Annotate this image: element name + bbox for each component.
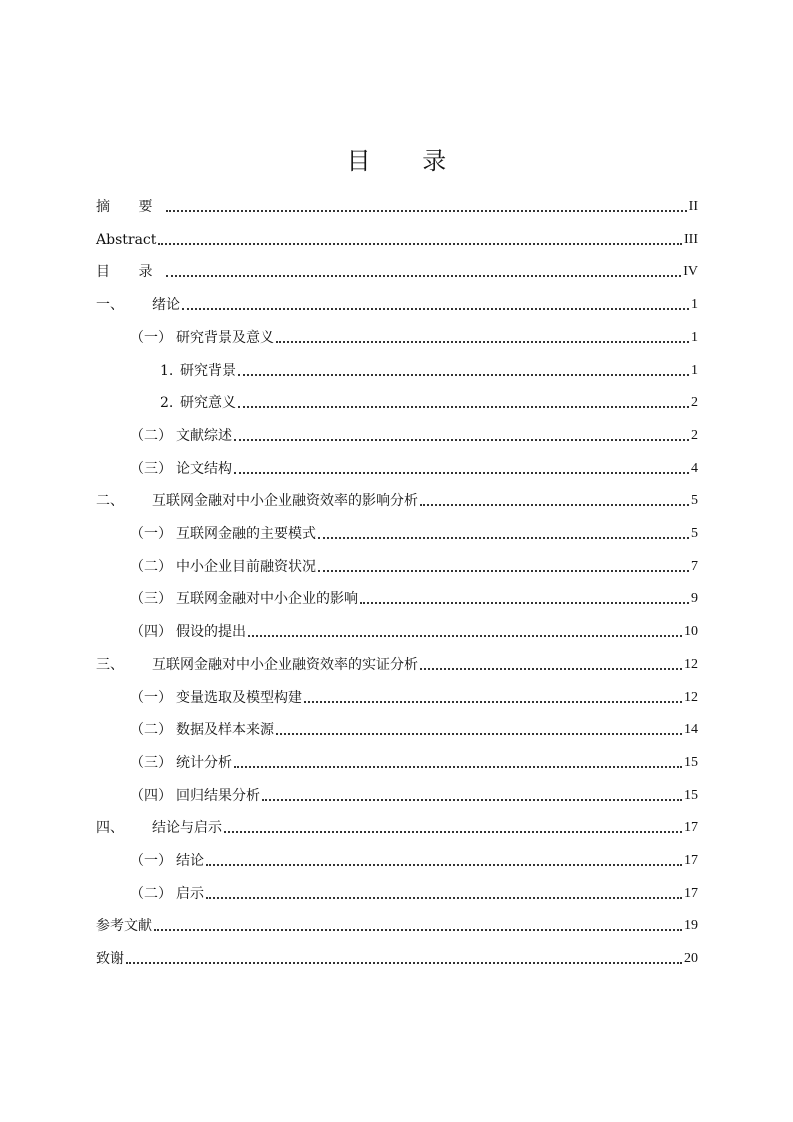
toc-entry-label: 回归结果分析 [176, 788, 260, 804]
toc-entry-number: （三） [130, 461, 172, 477]
toc-entry-label: 互联网金融的主要模式 [176, 526, 316, 542]
toc-entry-leader [262, 798, 682, 801]
toc-entry-number: （一） [130, 853, 172, 869]
toc-entry-label: 启示 [176, 886, 204, 902]
toc-entry[interactable] [130, 685, 698, 707]
toc-entry-label: 假设的提出 [176, 624, 246, 640]
toc-entry-label: 摘 要 [96, 199, 165, 215]
toc-entry-page: 1 [691, 330, 698, 345]
toc-entry-page: 17 [684, 853, 698, 868]
toc-entry-number: （二） [130, 559, 172, 575]
toc-entry-label: 互联网金融对中小企业融资效率的实证分析 [152, 657, 418, 673]
toc-entry-page: 12 [684, 657, 698, 672]
toc-entry[interactable] [130, 750, 698, 772]
toc-entry[interactable] [130, 881, 698, 903]
toc-entry-page: 14 [684, 722, 698, 737]
toc-entry[interactable] [130, 783, 698, 805]
toc-entry[interactable] [130, 325, 698, 347]
toc-entry-number: （四） [130, 788, 172, 804]
toc-entry-page: 4 [691, 461, 698, 476]
toc-entry[interactable] [130, 586, 698, 608]
toc-entry-page: 12 [684, 690, 698, 705]
toc-entry-page: 9 [691, 591, 698, 606]
toc-entry-number: （一） [130, 526, 172, 542]
toc-entry-number: （三） [130, 755, 172, 771]
toc-entry-leader [276, 732, 682, 735]
toc-entry[interactable] [96, 227, 698, 249]
toc-entry[interactable] [96, 292, 698, 314]
toc-entry-label: 参考文献 [96, 918, 152, 934]
toc-entry-leader [248, 634, 682, 637]
toc-entry-label: 研究意义 [180, 395, 236, 411]
toc-entry-leader [166, 209, 686, 212]
toc-entry-label: 论文结构 [176, 461, 232, 477]
toc-entry[interactable] [96, 652, 698, 674]
toc-entry-label: 中小企业目前融资状况 [176, 559, 316, 575]
toc-entry-leader [154, 928, 682, 931]
toc-entry-number: （四） [130, 624, 172, 640]
toc-entry[interactable] [130, 717, 698, 739]
toc-entry-label: 绪论 [152, 297, 180, 313]
toc-entry-leader [166, 274, 681, 277]
toc-entry-leader [360, 601, 689, 604]
toc-entry-leader [206, 896, 682, 899]
toc-entry-label: 研究背景及意义 [176, 330, 274, 346]
toc-entry[interactable] [96, 913, 698, 935]
toc-entry-number: （二） [130, 428, 172, 444]
toc-entry[interactable] [160, 358, 698, 380]
toc-entry-leader [182, 307, 689, 310]
toc-entry-leader [238, 373, 689, 376]
toc-entry-leader [238, 405, 689, 408]
toc-entry-label: 结论与启示 [152, 820, 222, 836]
toc-entry-leader [318, 569, 689, 572]
toc-entry-number: 四、 [96, 820, 124, 836]
toc-entry[interactable] [96, 946, 698, 968]
toc-entry-leader [126, 961, 682, 964]
toc-entry-page: 17 [684, 886, 698, 901]
toc-entry-number: （三） [130, 591, 172, 607]
toc-entry-leader [234, 765, 682, 768]
toc-entry[interactable] [130, 619, 698, 641]
toc-entry-leader [234, 438, 689, 441]
toc-entry-label: 互联网金融对中小企业融资效率的影响分析 [152, 493, 418, 509]
toc-entry-page: 1 [691, 297, 698, 312]
toc-entry[interactable] [96, 259, 698, 281]
toc-entry-label: 致谢 [96, 951, 124, 967]
toc-entry-page: 2 [691, 395, 698, 410]
toc-entry-label: 目 录 [96, 264, 165, 280]
toc-entry[interactable] [96, 488, 698, 510]
toc-entry-page: III [684, 232, 698, 247]
toc-entry-leader [420, 667, 682, 670]
toc-entry-number: 一、 [96, 297, 124, 313]
toc-entry-page: 10 [684, 624, 698, 639]
toc-entry-label: 数据及样本来源 [176, 722, 274, 738]
toc-entry-page: 15 [684, 788, 698, 803]
toc-entry-page: 17 [684, 820, 698, 835]
toc-entry-page: 5 [691, 493, 698, 508]
toc-entry-number: （二） [130, 886, 172, 902]
toc-entry-page: 2 [691, 428, 698, 443]
toc-entry-leader [206, 863, 682, 866]
toc-entry-label: 文献综述 [176, 428, 232, 444]
toc-entry[interactable] [130, 423, 698, 445]
toc-entry[interactable] [130, 848, 698, 870]
toc-entry-page: 1 [691, 363, 698, 378]
toc-entry-label: 研究背景 [180, 363, 236, 379]
toc-entry-number: 1. [160, 363, 174, 379]
toc-entry-page: IV [683, 264, 698, 279]
toc-entry[interactable] [130, 521, 698, 543]
toc-entry-number: （一） [130, 330, 172, 346]
toc-entry-page: II [688, 199, 698, 214]
toc-title: 目 录 [346, 147, 469, 175]
toc-entry-number: 三、 [96, 657, 124, 673]
toc-entry-number: （二） [130, 722, 172, 738]
toc-entry-label: 互联网金融对中小企业的影响 [176, 591, 358, 607]
toc-entry-label: 统计分析 [176, 755, 232, 771]
toc-entry-page: 20 [684, 951, 698, 966]
toc-entry-leader [224, 830, 682, 833]
toc-entry[interactable] [96, 815, 698, 837]
toc-entry-page: 7 [691, 559, 698, 574]
toc-entry-leader [158, 242, 682, 245]
toc-entry-page: 19 [684, 918, 698, 933]
toc-entry[interactable] [130, 456, 698, 478]
toc-entry[interactable] [160, 390, 698, 412]
toc-entry-number: 2. [160, 395, 174, 411]
toc-entry-label: 变量选取及模型构建 [176, 690, 302, 706]
toc-entry-leader [276, 340, 689, 343]
toc-entry-page: 5 [691, 526, 698, 541]
toc-entry[interactable] [96, 194, 698, 216]
toc-entry-page: 15 [684, 755, 698, 770]
toc-entry-number: （一） [130, 690, 172, 706]
toc-entry-leader [420, 503, 689, 506]
toc-entry-number: 二、 [96, 493, 124, 509]
toc-entry-leader [318, 536, 689, 539]
toc-entry[interactable] [130, 554, 698, 576]
toc-entry-label: Abstract [96, 232, 157, 248]
toc-entry-label: 结论 [176, 853, 204, 869]
toc-entry-leader [234, 471, 689, 474]
toc-entry-leader [304, 700, 682, 703]
